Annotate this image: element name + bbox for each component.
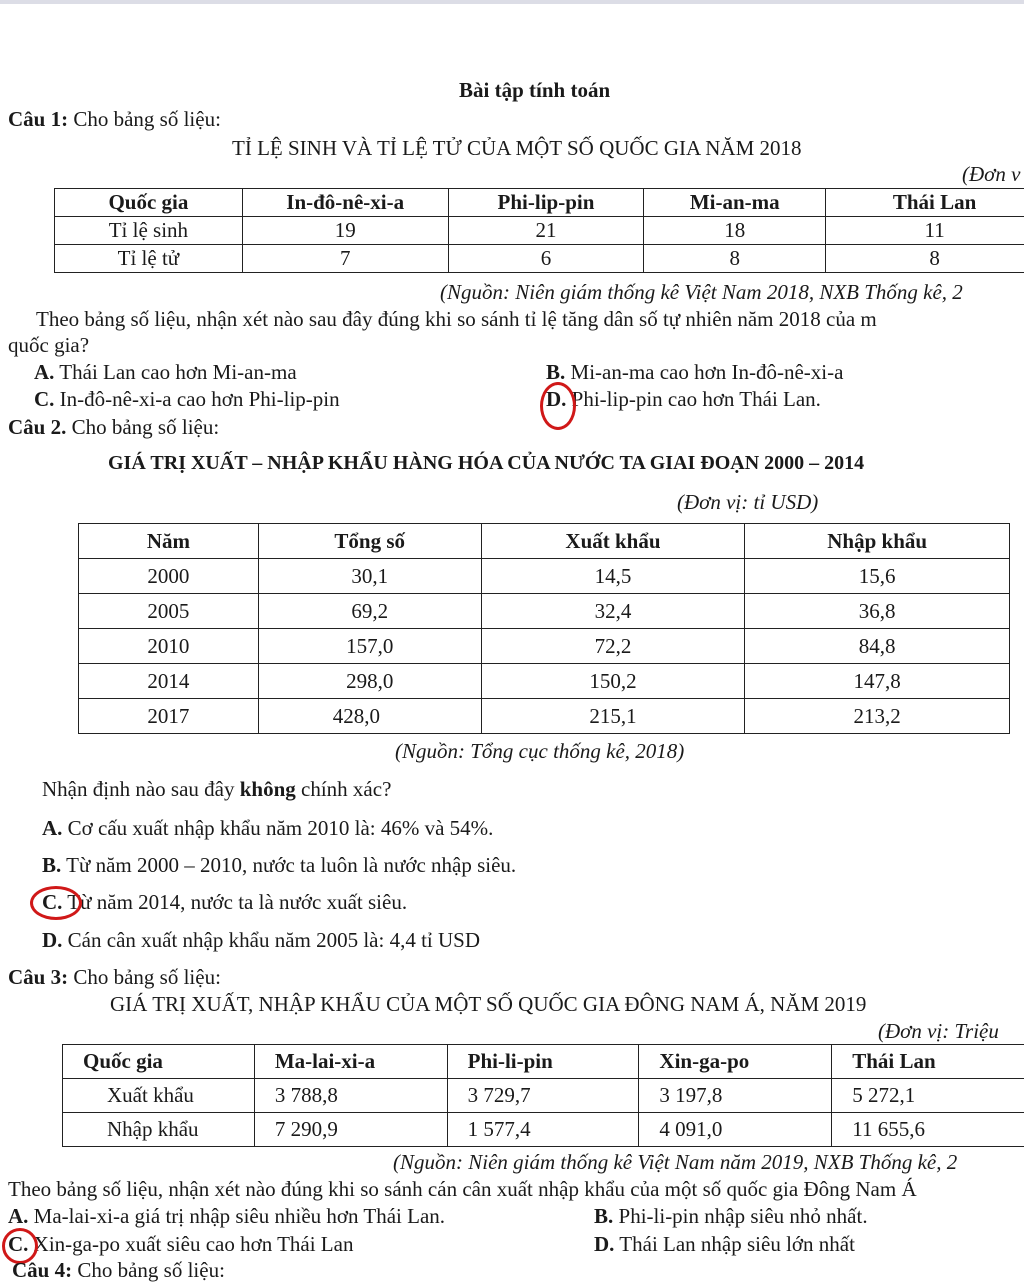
q1-option-b <box>546 360 843 385</box>
option-key: B. <box>546 360 565 384</box>
table-cell: Tỉ lệ sinh <box>55 217 243 245</box>
q3-intro: Cho bảng số liệu: <box>68 965 221 989</box>
q2-source: (Nguồn: Tổng cục thống kê, 2018) <box>395 739 684 764</box>
q2-table-title: GIÁ TRỊ XUẤT – NHẬP KHẨU HÀNG HÓA CỦA NƯỚC TA GIAI ĐOẠN 2000 – 2014 <box>108 452 864 475</box>
table-row <box>79 594 1010 629</box>
table-row <box>55 217 1024 245</box>
top-border <box>0 0 1024 4</box>
table-header-cell: Phi-li-pin <box>447 1045 639 1079</box>
table-cell: 1 577,4 <box>447 1113 639 1147</box>
table-cell: 215,1 <box>481 699 745 734</box>
q3-option-d <box>594 1232 855 1257</box>
option-text: Từ năm 2014, nước ta là nước xuất siêu. <box>62 890 407 914</box>
table-cell: 157,0 <box>258 629 481 664</box>
option-key: B. <box>594 1204 613 1228</box>
table-cell: 72,2 <box>481 629 745 664</box>
q2-question-bold: không <box>240 777 296 801</box>
table-header-cell: Ma-lai-xi-a <box>254 1045 447 1079</box>
q2-intro: Cho bảng số liệu: <box>66 415 219 439</box>
table-cell: 298,0 <box>258 664 481 699</box>
table-row <box>63 1079 1024 1113</box>
option-key: D. <box>546 387 566 411</box>
table-cell: 7 <box>242 245 448 273</box>
table-cell: 19 <box>242 217 448 245</box>
table-cell: 30,1 <box>258 559 481 594</box>
table-header-cell: Mi-an-ma <box>644 189 826 217</box>
table-cell: 8 <box>826 245 1024 273</box>
q2-unit: (Đơn vị: tỉ USD) <box>677 490 818 515</box>
table-header-cell: Quốc gia <box>55 189 243 217</box>
q3-option-a <box>8 1204 445 1229</box>
q2-question-pre: Nhận định nào sau đây <box>42 777 240 801</box>
q3-unit: (Đơn vị: Triệu <box>878 1019 999 1044</box>
option-text: Thái Lan cao hơn Mi-an-ma <box>54 360 296 384</box>
option-key: A. <box>8 1204 28 1228</box>
option-text: In-đô-nê-xi-a cao hơn Phi-lip-pin <box>54 387 339 411</box>
option-key: C. <box>8 1232 28 1256</box>
table-cell: 11 <box>826 217 1024 245</box>
table-row <box>55 245 1024 273</box>
answer-circle-mark <box>540 382 576 430</box>
q2-heading <box>8 415 219 440</box>
table-row <box>79 629 1010 664</box>
q1-option-d <box>546 387 821 412</box>
q3-table <box>62 1044 1024 1147</box>
table-cell: Tỉ lệ tử <box>55 245 243 273</box>
table-header-row <box>63 1045 1024 1079</box>
table-row <box>79 699 1010 734</box>
q2-question-post: chính xác? <box>296 777 392 801</box>
q1-source: (Nguồn: Niên giám thống kê Việt Nam 2018, NXB Thống kê, 2 <box>440 280 963 305</box>
q3-label: Câu 3: <box>8 965 68 989</box>
table-cell: 2005 <box>79 594 259 629</box>
table-cell: 11 655,6 <box>832 1113 1024 1147</box>
table-header-cell: Nhập khẩu <box>745 524 1010 559</box>
table-header-cell: Thái Lan <box>832 1045 1024 1079</box>
option-text: Cơ cấu xuất nhập khẩu năm 2010 là: 46% và 54%. <box>62 816 493 840</box>
q1-label: Câu 1: <box>8 107 68 131</box>
option-text: Từ năm 2000 – 2010, nước ta luôn là nước nhập siêu. <box>61 853 516 877</box>
q1-table <box>54 188 1024 273</box>
table-header-cell: In-đô-nê-xi-a <box>242 189 448 217</box>
table-cell: Xuất khẩu <box>63 1079 255 1113</box>
option-key: A. <box>42 816 62 840</box>
option-key: A. <box>34 360 54 384</box>
q1-question-line1: Theo bảng số liệu, nhận xét nào sau đây đúng khi so sánh tỉ lệ tăng dân số tự nhiên năm 2018 của m <box>36 307 877 332</box>
option-text: Xin-ga-po xuất siêu cao hơn Thái Lan <box>28 1232 353 1256</box>
q2-question <box>42 777 391 802</box>
option-key: C. <box>42 890 62 914</box>
table-cell: 3 729,7 <box>447 1079 639 1113</box>
q1-intro: Cho bảng số liệu: <box>73 107 221 131</box>
q3-option-b <box>594 1204 868 1229</box>
table-header-row <box>79 524 1010 559</box>
q2-option-d <box>42 928 480 953</box>
table-cell: 8 <box>644 245 826 273</box>
table-cell: 150,2 <box>481 664 745 699</box>
q3-option-c <box>8 1232 353 1257</box>
table-row <box>79 559 1010 594</box>
option-text: Mi-an-ma cao hơn In-đô-nê-xi-a <box>565 360 843 384</box>
q2-option-a <box>42 816 493 841</box>
table-cell: 6 <box>448 245 644 273</box>
table-cell: 32,4 <box>481 594 745 629</box>
table-cell: 7 290,9 <box>254 1113 447 1147</box>
option-key: D. <box>594 1232 614 1256</box>
table-cell: Nhập khẩu <box>63 1113 255 1147</box>
table-cell: 2000 <box>79 559 259 594</box>
table-row <box>63 1113 1024 1147</box>
table-cell: 3 788,8 <box>254 1079 447 1113</box>
q2-option-b <box>42 853 516 878</box>
q3-question: Theo bảng số liệu, nhận xét nào đúng khi so sánh cán cân xuất nhập khẩu của một số quốc gia Đông Nam Á <box>8 1177 917 1202</box>
q4-heading <box>12 1258 225 1283</box>
table-header-cell: Xuất khẩu <box>481 524 745 559</box>
table-cell: 2017 <box>79 699 259 734</box>
option-text: Phi-lip-pin cao hơn Thái Lan. <box>566 387 821 411</box>
table-header-cell: Xin-ga-po <box>639 1045 832 1079</box>
table-cell: 18 <box>644 217 826 245</box>
q3-table-title: GIÁ TRỊ XUẤT, NHẬP KHẨU CỦA MỘT SỐ QUỐC GIA ĐÔNG NAM Á, NĂM 2019 <box>110 992 866 1017</box>
q3-source: (Nguồn: Niên giám thống kê Việt Nam năm 2019, NXB Thống kê, 2 <box>393 1150 957 1175</box>
table-cell: 21 <box>448 217 644 245</box>
q4-label: Câu 4: <box>12 1258 72 1282</box>
q1-option-c <box>34 387 340 412</box>
table-cell: 4 091,0 <box>639 1113 832 1147</box>
table-cell: 2014 <box>79 664 259 699</box>
table-header-cell: Phi-lip-pin <box>448 189 644 217</box>
page-title: Bài tập tính toán <box>459 78 610 103</box>
q1-heading <box>8 107 221 132</box>
q2-label: Câu 2. <box>8 415 66 439</box>
option-key: B. <box>42 853 61 877</box>
option-text: Cán cân xuất nhập khẩu năm 2005 là: 4,4 tỉ USD <box>62 928 480 952</box>
table-cell: 36,8 <box>745 594 1010 629</box>
table-header-cell: Thái Lan <box>826 189 1024 217</box>
table-cell: 69,2 <box>258 594 481 629</box>
table-cell: 14,5 <box>481 559 745 594</box>
table-cell: 213,2 <box>745 699 1010 734</box>
table-cell: 428,0 <box>258 699 481 734</box>
q1-unit: (Đơn v <box>962 162 1020 187</box>
table-header-cell: Tổng số <box>258 524 481 559</box>
table-cell: 2010 <box>79 629 259 664</box>
table-row <box>79 664 1010 699</box>
q1-option-a <box>34 360 297 385</box>
table-cell: 147,8 <box>745 664 1010 699</box>
table-cell: 15,6 <box>745 559 1010 594</box>
table-cell: 3 197,8 <box>639 1079 832 1113</box>
option-text: Phi-li-pin nhập siêu nhỏ nhất. <box>613 1204 867 1228</box>
option-key: C. <box>34 387 54 411</box>
table-cell: 5 272,1 <box>832 1079 1024 1113</box>
option-text: Ma-lai-xi-a giá trị nhập siêu nhiều hơn Thái Lan. <box>28 1204 445 1228</box>
table-cell: 84,8 <box>745 629 1010 664</box>
table-header-cell: Quốc gia <box>63 1045 255 1079</box>
q1-question-line2: quốc gia? <box>8 333 89 358</box>
option-text: Thái Lan nhập siêu lớn nhất <box>614 1232 855 1256</box>
q2-table <box>78 523 1010 734</box>
q2-option-c <box>42 890 407 915</box>
table-header-row <box>55 189 1024 217</box>
table-header-cell: Năm <box>79 524 259 559</box>
option-key: D. <box>42 928 62 952</box>
q4-intro: Cho bảng số liệu: <box>72 1258 225 1282</box>
q3-heading <box>8 965 221 990</box>
q1-table-title: TỈ LỆ SINH VÀ TỈ LỆ TỬ CỦA MỘT SỐ QUỐC GIA NĂM 2018 <box>232 136 802 161</box>
answer-circle-mark <box>30 886 82 920</box>
